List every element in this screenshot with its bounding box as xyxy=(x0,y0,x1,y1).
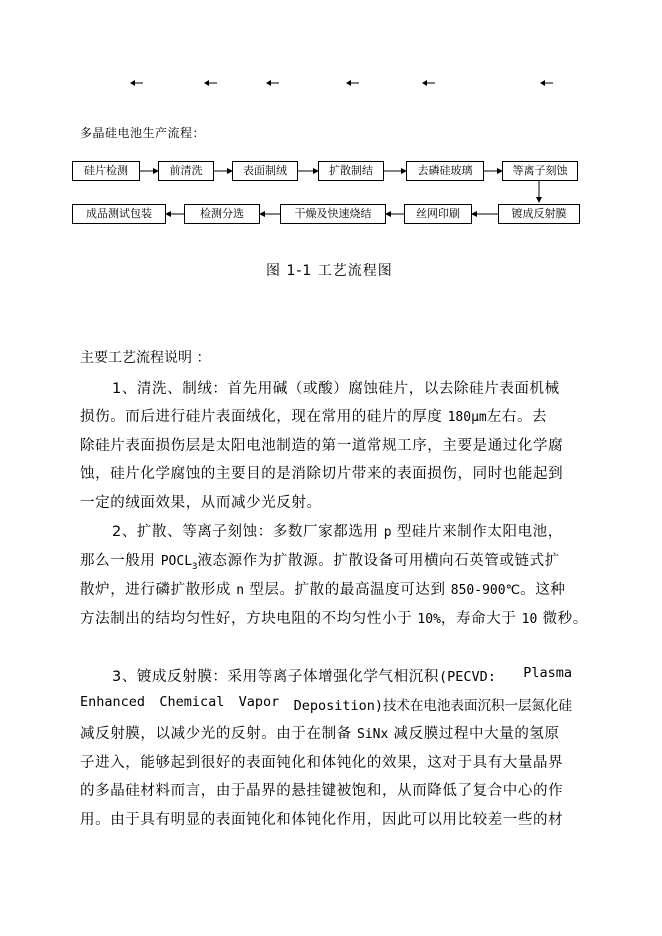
paragraph-2-line: 2、扩散、等离子刻蚀：多数厂家都选用 p 型硅片来制作太阳电池， xyxy=(112,524,563,540)
paragraph-3-line: 的多晶硅材料而言，由于晶界的悬挂键被饱和，从而降低了复合中心的作 xyxy=(80,783,564,799)
paragraph-3-line: 用。由于具有明显的表面钝化和体钝化作用，因此可以用比较差一些的材 xyxy=(80,812,564,828)
paragraph-2-line: 散炉，进行磷扩散形成 n 型层。扩散的最高温度可达到 850-900℃。这种 xyxy=(80,582,566,598)
flow-step-pre-cleaning: 前清洗 xyxy=(158,161,214,181)
section-heading: 主要工艺流程说明 ： xyxy=(80,350,211,366)
paragraph-1-line: 1、清洗、制绒：首先用碱（或酸）腐蚀硅片，以去除硅片表面机械 xyxy=(112,381,560,397)
paragraph-3-line: 子进入，能够起到很好的表面钝化和体钝化的效果，这对于具有大量晶界 xyxy=(80,755,564,771)
paragraph-3-line: 减反射膜，以减少光的反射。由于在制备 SiNx 减反膜过程中大量的氢原 xyxy=(80,726,560,742)
flow-step-psg-removal: 去磷硅玻璃 xyxy=(406,161,484,181)
paragraph-2-line: 那么一般用 $POCL_3$液态源作为扩散源。扩散设备可用横向石英管或链式扩 xyxy=(80,553,560,572)
paragraph-1-line: 损伤。而后进行硅片表面绒化，现在常用的硅片的厚度 180μm左右。去 xyxy=(80,409,548,425)
flow-step-arc-coating: 镀成反射膜 xyxy=(498,204,580,224)
flow-step-drying-firing: 干燥及快速烧结 xyxy=(280,204,386,224)
figure-caption: 图 1-1 工艺流程图 xyxy=(266,263,393,279)
flow-step-wafer-inspection: 硅片检测 xyxy=(72,161,140,181)
flow-step-final-test-packaging: 成品测试包装 xyxy=(72,204,166,224)
paragraph-1-line: 除硅片表面损伤层是太阳电池制造的第一道常规工序，主要是通过化学腐 xyxy=(80,438,564,454)
flow-step-texturing: 表面制绒 xyxy=(232,161,298,181)
paragraph-3-line: 3、镀成反射膜：采用等离子体增强化学气相沉积(PECVD: Plasma xyxy=(112,665,572,685)
flow-step-diffusion: 扩散制结 xyxy=(318,161,384,181)
paragraph-1-line: 一定的绒面效果，从而减少光反射。 xyxy=(80,495,322,511)
flow-step-screen-printing: 丝网印刷 xyxy=(404,204,472,224)
flow-step-test-sorting: 检测分选 xyxy=(184,204,260,224)
paragraph-1-line: 蚀，硅片化学腐蚀的主要目的是消除切片带来的表面损伤，同时也能起到 xyxy=(80,466,564,482)
paragraph-3-line: Enhanced Chemical Vapor Deposition)技术在电池表面沉积一层氮化硅 xyxy=(80,694,572,714)
flow-step-plasma-etching: 等离子刻蚀 xyxy=(502,161,578,181)
flow-title: 多晶硅电池生产流程： xyxy=(80,126,206,140)
paragraph-2-line: 方法制出的结均匀性好，方块电阻的不均匀性小于 10%，寿命大于 10 微秒。 xyxy=(80,611,588,627)
